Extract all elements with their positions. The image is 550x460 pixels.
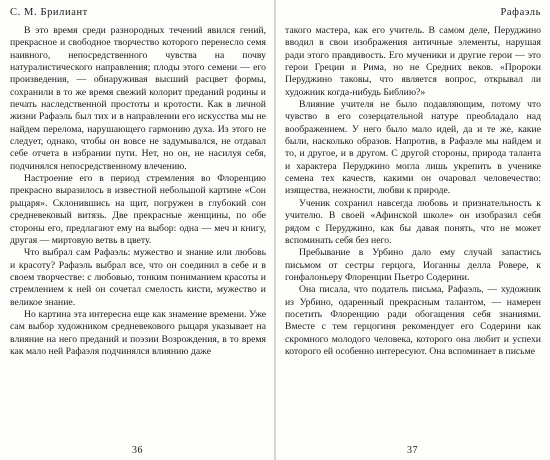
page-number-right: 37 xyxy=(407,445,418,456)
paragraph: Ученик сохранил навсегда любовь и признательность к учителю. В своей «Афинской школе» он изобразил себя рядом с Перуджино, как бы давая понять, что не может вспоминать себя без него. xyxy=(285,197,541,246)
paragraph: В это время среди разнородных течений явился гений, прекрасное и свободное творчество которого перенесло семя наивного, непосредственного чувства на почву натуралистического направления; плоды этого семени — его произведения, — обнаруживая высший расцвет формы, сохранили в то же время свежий колорит преданий родины и печать наследственной простоты и кротости. Как в личной жизни Рафаэль был тих и в направлении его искусства мы не найдем перелома, нарушающего гармонию духа. Из этого не следует, однако, чтобы он вовсе не задумывался, не отдавал себе отчета в избрании пути. Нет, но он, не насилуя себя, подчинялся непосредственному влечению. xyxy=(10,25,266,172)
paragraph: Пребывание в Урбино дало ему случай запастись письмом от сестры герцога, Иоганны делла Ровере, к гонфалоньеру Флоренции Пьетро Содерини. xyxy=(285,247,541,283)
running-head-left: С. М. Брилиант xyxy=(10,7,88,18)
paragraph: такого мастера, как его учитель. В самом деле, Перуджино вводил в свои изображения античные элементы, нарушая ради этого правдивость. Его мученики и другие герои — это герои Греции и Рима, но не Средних веков. «Пророки Перуджино таковы, что является вопрос, открывал ли художник когда-нибудь Библию?» xyxy=(285,25,541,98)
right-page xyxy=(275,0,550,460)
running-head-right: Рафаэль xyxy=(500,7,541,18)
paragraph: Она писала, что податель письма, Рафаэль, — художник из Урбино, одаренный прекрасным талантом, — намерен посетить Флоренцию ради обогащения себя знаниями. Вместе с тем герцогиня рекомендует его Содерини как скромного молодого человека, которого она любит и успехи которого ей особенно интересуют. Она вспоминает в письме xyxy=(285,284,541,357)
right-page-text xyxy=(285,25,541,358)
paragraph: Что выбрал сам Рафаэль: мужество и знание или любовь и красоту? Рафаэль выбрал все, что он соединил в себе и в своем творчестве: с любовью, тонким пониманием красоты и стремлением к ней он сочетал смелость кисти, мужество и великое знание. xyxy=(10,247,266,308)
paragraph: Настроение его в период стремления во Флоренцию прекрасно выразилось в известной небольшой картине «Сон рыцаря». Склонившись на щит, погружен в глубокий сон средневековый витязь. Две прекрасные женщины, по обе стороны его, предлагают ему на выбор: одна — меч и книгу, другая — миртовую ветвь в цвету. xyxy=(10,173,266,246)
paragraph: Но картина эта интересна еще как знамение времени. Уже сам выбор художником средневекового рыцаря указывает на влияние на него преданий и поэзии Возрождения, в то время как мало ней Рафаэля подчинялся влиянию даже xyxy=(10,308,266,357)
paragraph: Влияние учителя не было подавляющим, потому что чувство в его созерцательной натуре преобладало над воображением. У него было мало идей, да и те же, какие были, насколько образов. Напротив, в Рафаэле мы найдем и то, и другое, и в другом. С другой стороны, природа таланта и характера Перуджино могла лишь укрепить в ученике семена тех качеств, какими он очаровал человечество: изящества, нежности, любви к природе. xyxy=(285,99,541,197)
page-number-left: 36 xyxy=(132,445,143,456)
left-page-text xyxy=(10,25,266,358)
